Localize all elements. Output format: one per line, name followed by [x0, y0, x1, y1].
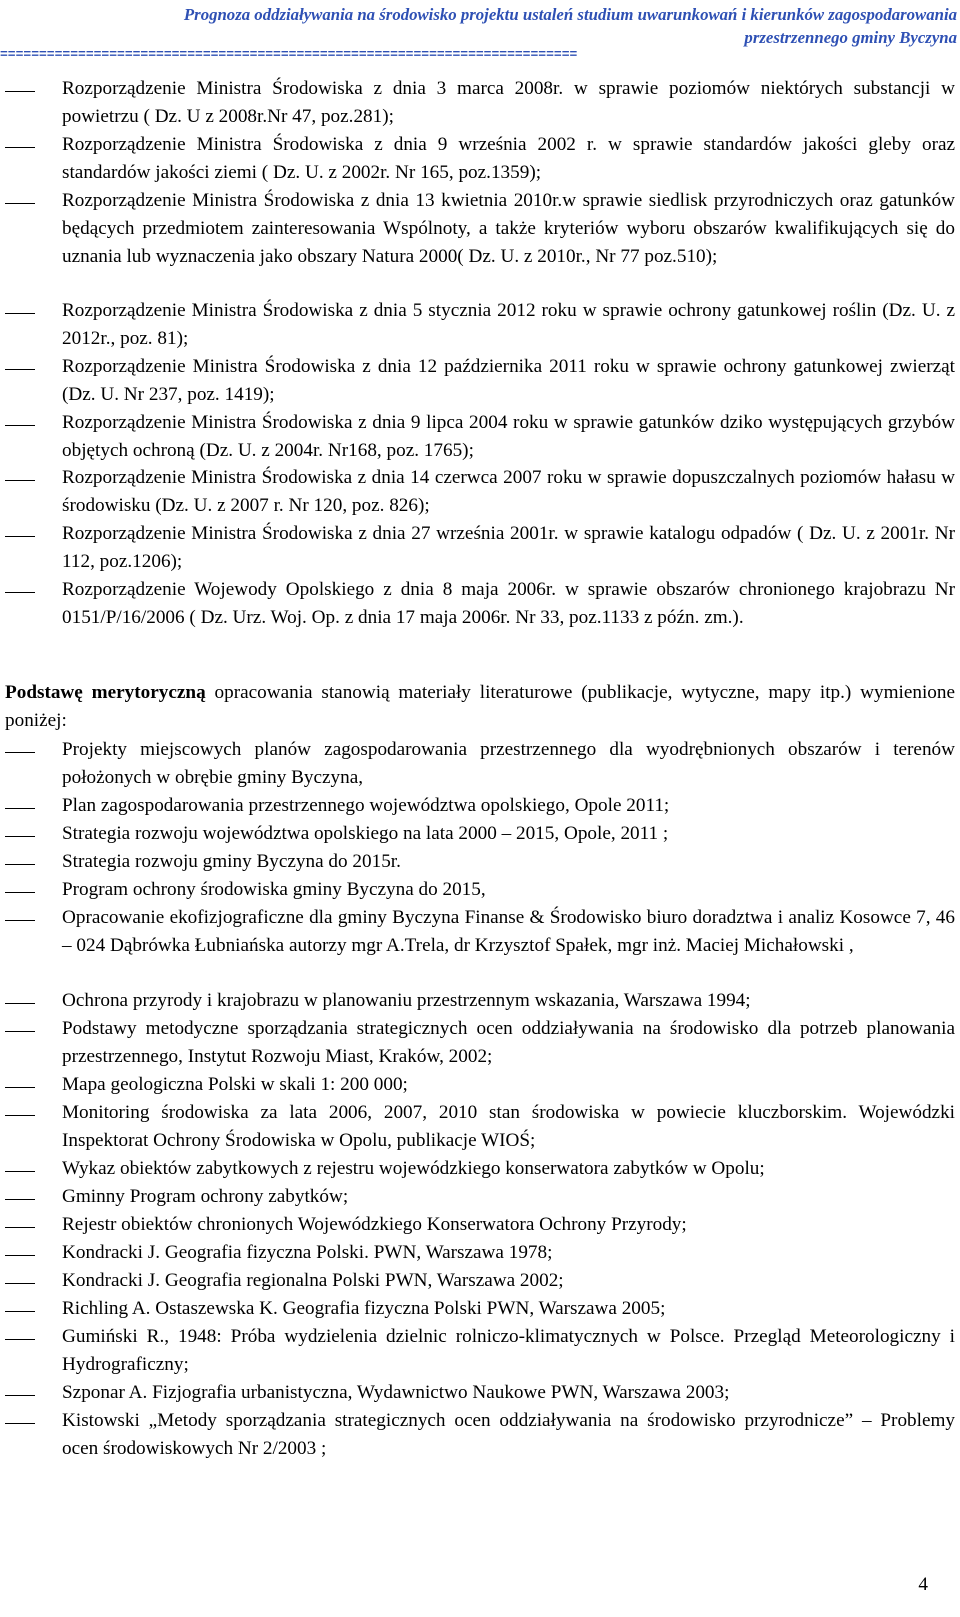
list-item-text: Rozporządzenie Ministra Środowiska z dnia 12 października 2011 roku w sprawie ochrony gatunkowej zwierząt (Dz. U. Nr 237, poz. 1419);	[62, 356, 955, 405]
dash-bullet-icon	[5, 91, 35, 92]
dash-bullet-icon	[5, 592, 35, 593]
dash-bullet-icon	[5, 425, 35, 426]
dash-bullet-icon	[5, 1227, 35, 1228]
dash-bullet-icon	[5, 1311, 35, 1312]
list-item-text: Rozporządzenie Ministra Środowiska z dnia 5 stycznia 2012 roku w sprawie ochrony gatunkowej roślin (Dz. U. z 2012r., poz. 81);	[62, 300, 955, 349]
dash-bullet-icon	[5, 1031, 35, 1032]
list-item-text: Program ochrony środowiska gminy Byczyna do 2015,	[62, 879, 486, 900]
basis-paragraph	[5, 679, 955, 735]
list-item-text: Mapa geologiczna Polski w skali 1: 200 000;	[62, 1074, 408, 1095]
list-item-text: Szponar A. Fizjografia urbanistyczna, Wydawnictwo Naukowe PWN, Warszawa 2003;	[62, 1382, 730, 1403]
dash-bullet-icon	[5, 920, 35, 921]
list-item-text: Rozporządzenie Ministra Środowiska z dnia 3 marca 2008r. w sprawie poziomów niektórych substancji w powietrzu ( Dz. U z 2008r.Nr 47, poz.281);	[62, 78, 955, 127]
dash-bullet-icon	[5, 808, 35, 809]
list-item-text: Kistowski „Metody sporządzania strategicznych ocen oddziaływania na środowisko przyrodnicze” – Problemy ocen środowiskowych Nr 2/2003 ;	[62, 1410, 955, 1459]
header-rule: ==========================================================================	[0, 49, 578, 61]
list-item-text: Rozporządzenie Wojewody Opolskiego z dnia 8 maja 2006r. w sprawie obszarów chronionego krajobrazu Nr 0151/P/16/2006 ( Dz. Urz. Woj. Op. z dnia 17 maja 2006r. Nr 33, poz.1133 z późn. zm.).	[62, 579, 955, 628]
list-item-text: Wykaz obiektów zabytkowych z rejestru wojewódzkiego konserwatora zabytków w Opolu;	[62, 1158, 765, 1179]
list-item-text: Strategia rozwoju gminy Byczyna do 2015r.	[62, 851, 401, 872]
list-item-text: Strategia rozwoju województwa opolskiego na lata 2000 – 2015, Opole, 2011 ;	[62, 823, 669, 844]
list-item-text: Kondracki J. Geografia regionalna Polski PWN, Warszawa 2002;	[62, 1270, 564, 1291]
dash-bullet-icon	[5, 1283, 35, 1284]
list-item-text: Podstawy metodyczne sporządzania strategicznych ocen oddziaływania na środowisko dla potrzeb planowania przestrzennego, Instytut Rozwoju Miast, Kraków, 2002;	[62, 1018, 955, 1067]
page-number: 4	[918, 1574, 928, 1595]
list-item-text: Gumiński R., 1948: Próba wydzielenia dzielnic rolniczo-klimatycznych w Polsce. Przegląd Meteorologiczny i Hydrograficzny;	[62, 1326, 955, 1375]
dash-bullet-icon	[5, 1255, 35, 1256]
list-item-text: Rozporządzenie Ministra Środowiska z dnia 13 kwietnia 2010r.w sprawie siedlisk przyrodniczych oraz gatunków będących przedmiotem zainteresowania Wspólnoty, a także kryteriów wyboru obszarów kwalifikujących się do uznania lub wyznaczenia jako obszary Natura 2000( Dz. U. z 2010r., Nr 77 poz.510);	[62, 190, 955, 267]
dash-bullet-icon	[5, 536, 35, 537]
list-item-text: Rozporządzenie Ministra Środowiska z dnia 9 września 2002 r. w sprawie standardów jakości gleby oraz standardów jakości ziemi ( Dz. U. z 2002r. Nr 165, poz.1359);	[62, 134, 955, 183]
list-item-text: Rozporządzenie Ministra Środowiska z dnia 14 czerwca 2007 roku w sprawie dopuszczalnych poziomów hałasu w środowisku (Dz. U. z 2007 r. Nr 120, poz. 826);	[62, 467, 955, 516]
dash-bullet-icon	[5, 1115, 35, 1116]
list-item-text: Plan zagospodarowania przestrzennego województwa opolskiego, Opole 2011;	[62, 795, 670, 816]
list-item-text: Monitoring środowiska za lata 2006, 2007, 2010 stan środowiska w powiecie kluczborskim. Wojewódzki Inspektorat Ochrony Środowiska w Opolu, publikacje WIOŚ;	[62, 1102, 955, 1151]
dash-bullet-icon	[5, 203, 35, 204]
header-title-line1: Prognoza oddziaływania na środowisko projektu ustaleń studium uwarunkowań i kierunków zagospodarowania	[183, 5, 957, 24]
dash-bullet-icon	[5, 1339, 35, 1340]
list-item-text: Gminny Program ochrony zabytków;	[62, 1186, 349, 1207]
dash-bullet-icon	[5, 1087, 35, 1088]
dash-bullet-icon	[5, 1171, 35, 1172]
list-item-text: Rozporządzenie Ministra Środowiska z dnia 9 lipca 2004 roku w sprawie gatunków dziko występujących grzybów objętych ochroną (Dz. U. z 2004r. Nr168, poz. 1765);	[62, 412, 955, 461]
list-item-text: Ochrona przyrody i krajobrazu w planowaniu przestrzennym wskazania, Warszawa 1994;	[62, 990, 751, 1011]
header-title-line2: przestrzennego gminy Byczyna	[744, 28, 957, 47]
dash-bullet-icon	[5, 892, 35, 893]
dash-bullet-icon	[5, 313, 35, 314]
dash-bullet-icon	[5, 1003, 35, 1004]
basis-paragraph-lead: Podstawę merytoryczną	[5, 682, 206, 703]
list-item-text: Richling A. Ostaszewska K. Geografia fizyczna Polski PWN, Warszawa 2005;	[62, 1298, 666, 1319]
dash-bullet-icon	[5, 369, 35, 370]
dash-bullet-icon	[5, 752, 35, 753]
dash-bullet-icon	[5, 1199, 35, 1200]
dash-bullet-icon	[5, 1395, 35, 1396]
list-item-text: Rejestr obiektów chronionych Wojewódzkiego Konserwatora Ochrony Przyrody;	[62, 1214, 687, 1235]
dash-bullet-icon	[5, 864, 35, 865]
dash-bullet-icon	[5, 480, 35, 481]
dash-bullet-icon	[5, 836, 35, 837]
list-item-text: Kondracki J. Geografia fizyczna Polski. PWN, Warszawa 1978;	[62, 1242, 553, 1263]
dash-bullet-icon	[5, 1423, 35, 1424]
dash-bullet-icon	[5, 147, 35, 148]
list-item-text: Projekty miejscowych planów zagospodarowania przestrzennego dla wyodrębnionych obszarów i terenów położonych w obrębie gminy Byczyna,	[62, 739, 955, 788]
list-item-text: Rozporządzenie Ministra Środowiska z dnia 27 września 2001r. w sprawie katalogu odpadów ( Dz. U. z 2001r. Nr 112, poz.1206);	[62, 523, 955, 572]
basis-paragraph-text: opracowania stanowią materiały literaturowe (publikacje, wytyczne, mapy itp.) wymienione poniżej:	[5, 682, 956, 731]
list-item-text: Opracowanie ekofizjograficzne dla gminy Byczyna Finanse & Środowisko biuro doradztwa i analiz Kosowce 7, 46 – 024 Dąbrówka Łubniańska autorzy mgr A.Trela, dr Krzysztof Spałek, mgr inż. Maciej Michałowski ,	[62, 907, 955, 956]
